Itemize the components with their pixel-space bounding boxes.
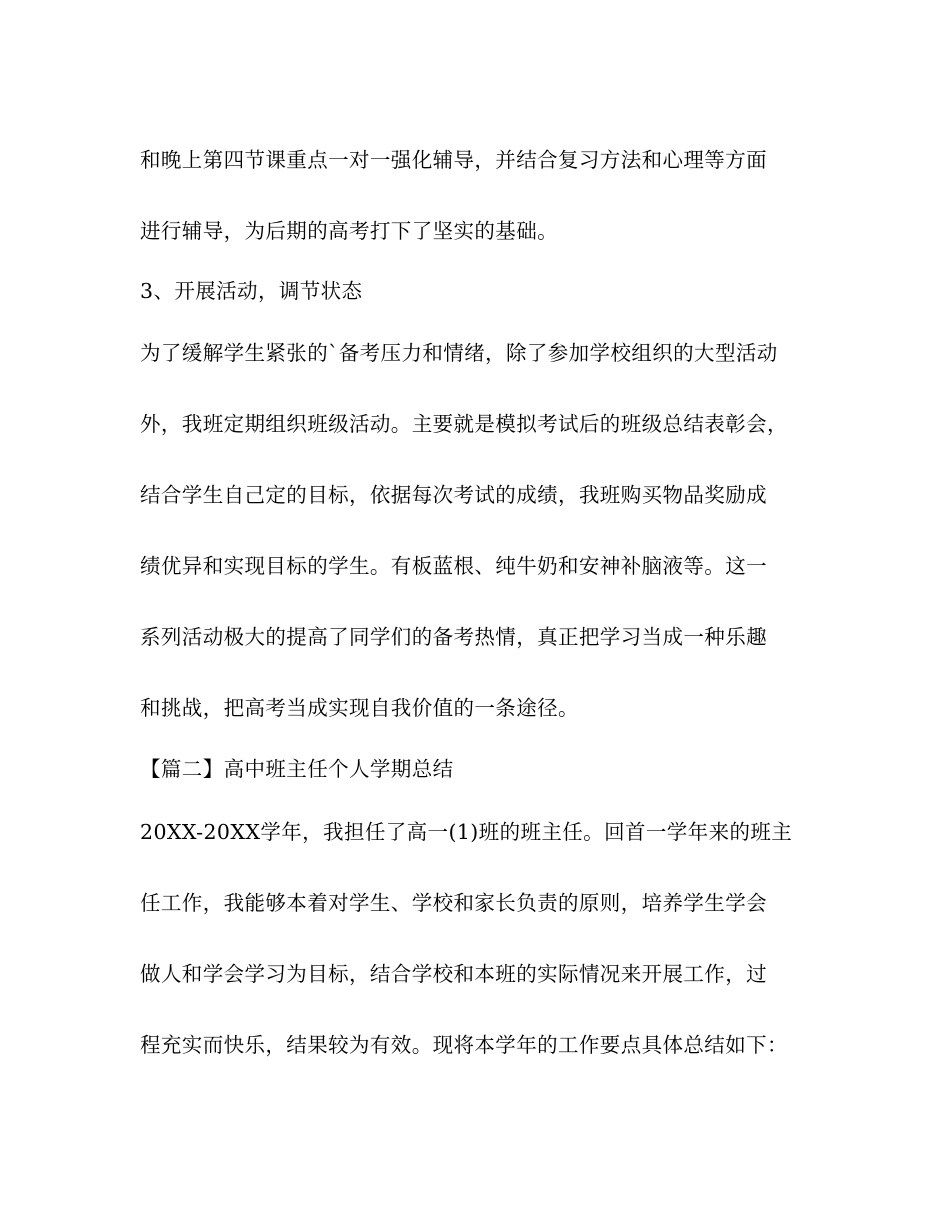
paragraph-line: 绩优异和实现目标的学生。有板蓝根、纯牛奶和安神补脑液等。这一 bbox=[140, 554, 767, 578]
paragraph-line: 任工作，我能够本着对学生、学校和家长负责的原则，培养学生学会 bbox=[140, 891, 767, 915]
paragraph-line: 20XX-20XX学年，我担任了高一(1)班的班主任。回首一学年来的班主 bbox=[140, 820, 793, 844]
paragraph-line: 为了缓解学生紧张的`备考压力和情绪，除了参加学校组织的大型活动 bbox=[140, 341, 778, 365]
paragraph-line: 程充实而快乐，结果较为有效。现将本学年的工作要点具体总结如下： bbox=[140, 1033, 788, 1057]
paragraph-line: 进行辅导，为后期的高考打下了坚实的基础。 bbox=[140, 219, 558, 243]
article-heading: 【篇二】高中班主任个人学期总结 bbox=[140, 757, 454, 781]
paragraph-line: 外，我班定期组织班级活动。主要就是模拟考试后的班级总结表彰会， bbox=[140, 412, 788, 436]
paragraph-line: 系列活动极大的提高了同学们的备考热情，真正把学习当成一种乐趣 bbox=[140, 625, 767, 649]
paragraph-line: 结合学生自己定的目标，依据每次考试的成绩，我班购买物品奖励成 bbox=[140, 483, 767, 507]
paragraph-line: 和晚上第四节课重点一对一强化辅导，并结合复习方法和心理等方面 bbox=[140, 148, 767, 172]
paragraph-line: 和挑战，把高考当成实现自我价值的一条途径。 bbox=[140, 696, 579, 720]
section-heading: 3、开展活动，调节状态 bbox=[140, 279, 363, 303]
paragraph-line: 做人和学会学习为目标，结合学校和本班的实际情况来开展工作，过 bbox=[140, 962, 767, 986]
